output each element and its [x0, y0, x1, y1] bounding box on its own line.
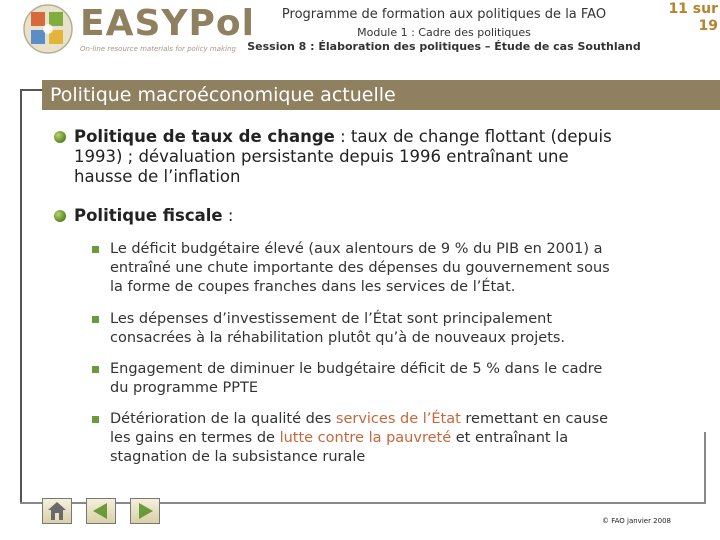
sub-bullet-line: Engagement de diminuer le budgétaire déficit de 5 % dans le cadre: [110, 361, 603, 377]
previous-button[interactable]: [86, 498, 116, 524]
sub-bullet-icon: [92, 366, 99, 373]
text-segment: les gains en termes de: [110, 430, 280, 446]
sub-bullet-ppte: [110, 360, 675, 398]
frame-line-bottom: [20, 502, 706, 504]
highlight-services: services de l’État: [335, 411, 461, 427]
bullet-bold-label: Politique de taux de change: [74, 127, 335, 146]
sub-bullet-deterioration: [110, 410, 675, 467]
home-button[interactable]: [42, 498, 72, 524]
slide-title: Politique macroéconomique actuelle: [50, 84, 396, 106]
bullet-icon: [54, 210, 66, 222]
sub-bullet-line: stagnation de la subsistance rurale: [110, 449, 366, 465]
copyright-footer: © FAO janvier 2008: [602, 517, 671, 525]
arrow-right-icon: [131, 499, 159, 523]
next-button[interactable]: [130, 498, 160, 524]
module-title: Module 1 : Cadre des politiques: [357, 26, 531, 39]
sub-bullet-icon: [92, 416, 99, 423]
sub-bullet-line: Le déficit budgétaire élevé (aux alentours de 9 % du PIB en 2001) a: [110, 241, 603, 257]
bullet-fiscal-policy: [74, 206, 233, 226]
highlight-poverty: lutte contre la pauvreté: [279, 430, 452, 446]
text-segment: remettant en cause: [460, 411, 608, 427]
bullet-text-line2: 1993) ; dévaluation persistante depuis 1996 entraînant une: [74, 147, 569, 166]
sub-bullet-line: du programme PPTE: [110, 380, 259, 396]
bullet-text-line3: hausse de l’inflation: [74, 167, 241, 186]
frame-line-top: [20, 89, 42, 91]
sub-bullet-line: consacrées à la réhabilitation plutôt qu’à de nouveaux projets.: [110, 330, 566, 346]
logo-emblem-icon: [22, 2, 76, 56]
bullet-text: :: [222, 206, 234, 225]
bullet-text: : taux de change flottant (depuis: [334, 127, 612, 146]
session-title: Session 8 : Élaboration des politiques – Étude de cas Southland: [247, 40, 641, 53]
sub-bullet-investment: [110, 310, 675, 348]
text-segment: et entraînant la: [451, 430, 569, 446]
frame-line-left: [20, 89, 22, 503]
sub-bullet-line: entraîné une chute importante des dépenses du gouvernement sous: [110, 260, 610, 276]
page-total: 19: [698, 18, 718, 34]
bullet-icon: [54, 131, 66, 143]
programme-title: Programme de formation aux politiques de la FAO: [281, 7, 607, 22]
bullet-bold-label: Politique fiscale: [74, 206, 223, 225]
logo-wordmark: EASYPol: [80, 3, 255, 44]
bullet-exchange-rate: [74, 127, 694, 187]
frame-line-right: [704, 432, 706, 504]
page-counter: [660, 1, 718, 35]
sub-bullet-deficit: [110, 240, 675, 297]
sub-bullet-icon: [92, 246, 99, 253]
home-icon: [43, 499, 71, 523]
text-segment: Détérioration de la qualité des: [110, 411, 336, 427]
sub-bullet-line: Les dépenses d’investissement de l’État sont principalement: [110, 311, 553, 327]
sub-bullet-icon: [92, 316, 99, 323]
sub-bullet-line: la forme de coupes franches dans les services de l’État.: [110, 279, 516, 295]
arrow-left-icon: [87, 499, 115, 523]
page-current: 11 sur: [668, 1, 718, 17]
logo-tagline: On-line resource materials for policy making: [80, 45, 236, 53]
easypol-logo: [22, 2, 255, 56]
